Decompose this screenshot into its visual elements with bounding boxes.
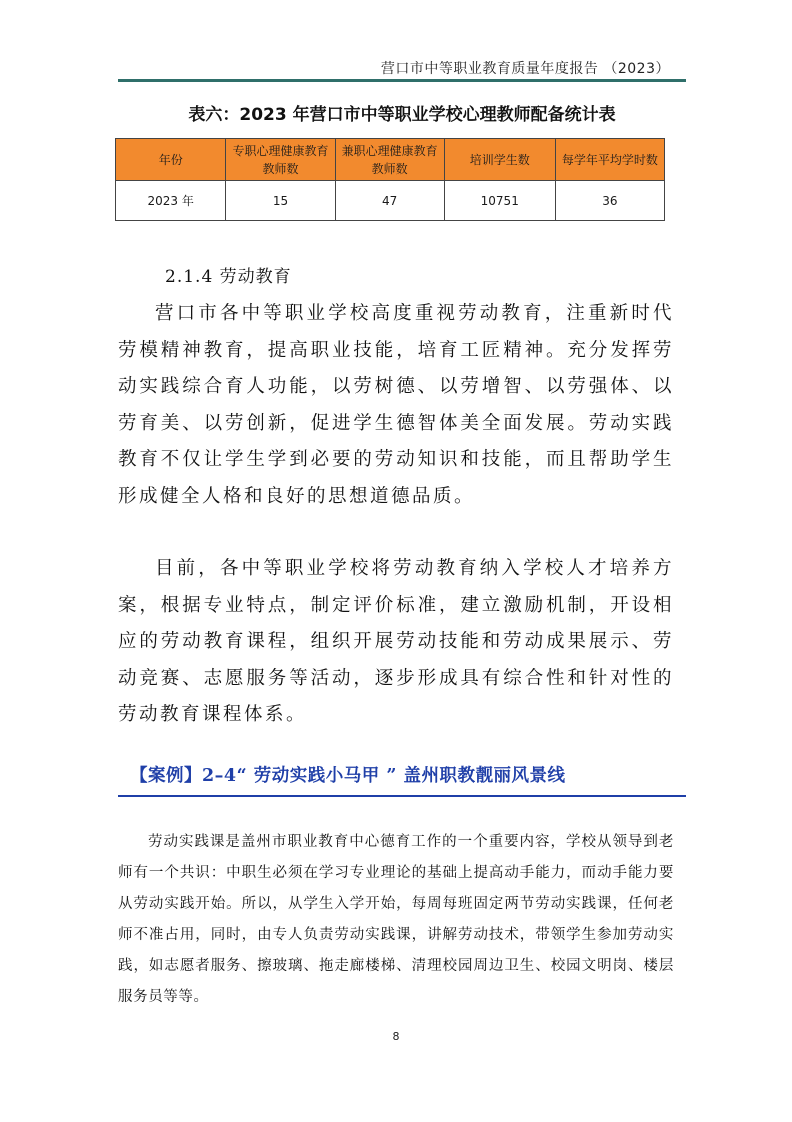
table-caption: 表六：2023 年营口市中等职业学校心理教师配备统计表 [188,105,616,125]
header-divider [118,79,686,82]
report-title: 营口市中等职业教育质量年度报告 （2023） [380,61,670,77]
cell-fulltime-teachers: 15 [226,181,335,221]
column-header-fulltime-teachers [226,139,335,181]
table-row [116,181,665,221]
psychology-teacher-table [115,138,665,221]
column-header-trained-students: 培训学生数 [444,139,555,181]
cell-avg-hours: 36 [555,181,664,221]
section-heading: 2.1.4 劳动教育 [165,267,292,287]
body-paragraph: 目前，各中等职业学校将劳动教育纳入学校人才培养方案，根据专业特点，制定评价标准，建立激励机制，开设相应的劳动教育课程，组织开展劳动技能和劳动成果展示、劳动竞赛、志愿服务等活动，逐步形成具有综合性和针对性的劳动教育课程体系。 [118,558,674,726]
column-header-year: 年份 [116,139,226,181]
column-header-avg-hours [555,139,664,181]
page-number: 8 [392,1030,400,1043]
column-header-parttime-label: 兼职心理健康教育教师数 [341,143,438,176]
cell-year: 2023 年 [116,181,226,221]
case-divider [118,795,686,797]
cell-trained-students: 10751 [444,181,555,221]
column-header-avg-hours-label: 每学年平均学时数 [561,152,658,167]
case-body: 劳动实践课是盖州市职业教育中心德育工作的一个重要内容，学校从领导到老师有一个共识：中职生必须在学习专业理论的基础上提高动手能力，而动手能力要从劳动实践开始。所以，从学生入学开始，每周每班固定两节劳动实践课，任何老师不准占用，同时，由专人负责劳动实践课，讲解劳动技术，带领学生参加劳动实践，如志愿者服务、擦玻璃、拖走廊楼梯、清理校园周边卫生、校园文明岗、楼层服务员等等。 [118,834,674,1005]
page-header [118,52,686,82]
cell-parttime-teachers: 47 [335,181,444,221]
column-header-fulltime-label: 专职心理健康教育教师数 [232,143,329,176]
column-header-parttime-teachers [335,139,444,181]
table-header-row [116,139,665,181]
case-title: 【案例】2–4“ 劳动实践小马甲 ” 盖州职教靓丽风景线 [130,766,566,786]
body-paragraph: 营口市各中等职业学校高度重视劳动教育，注重新时代劳模精神教育，提高职业技能，培育工匠精神。充分发挥劳动实践综合育人功能，以劳树德、以劳增智、以劳强体、以劳育美、以劳创新，促进学生德智体美全面发展。劳动实践教育不仅让学生学到必要的劳动知识和技能，而且帮助学生形成健全人格和良好的思想道德品质。 [118,303,674,507]
